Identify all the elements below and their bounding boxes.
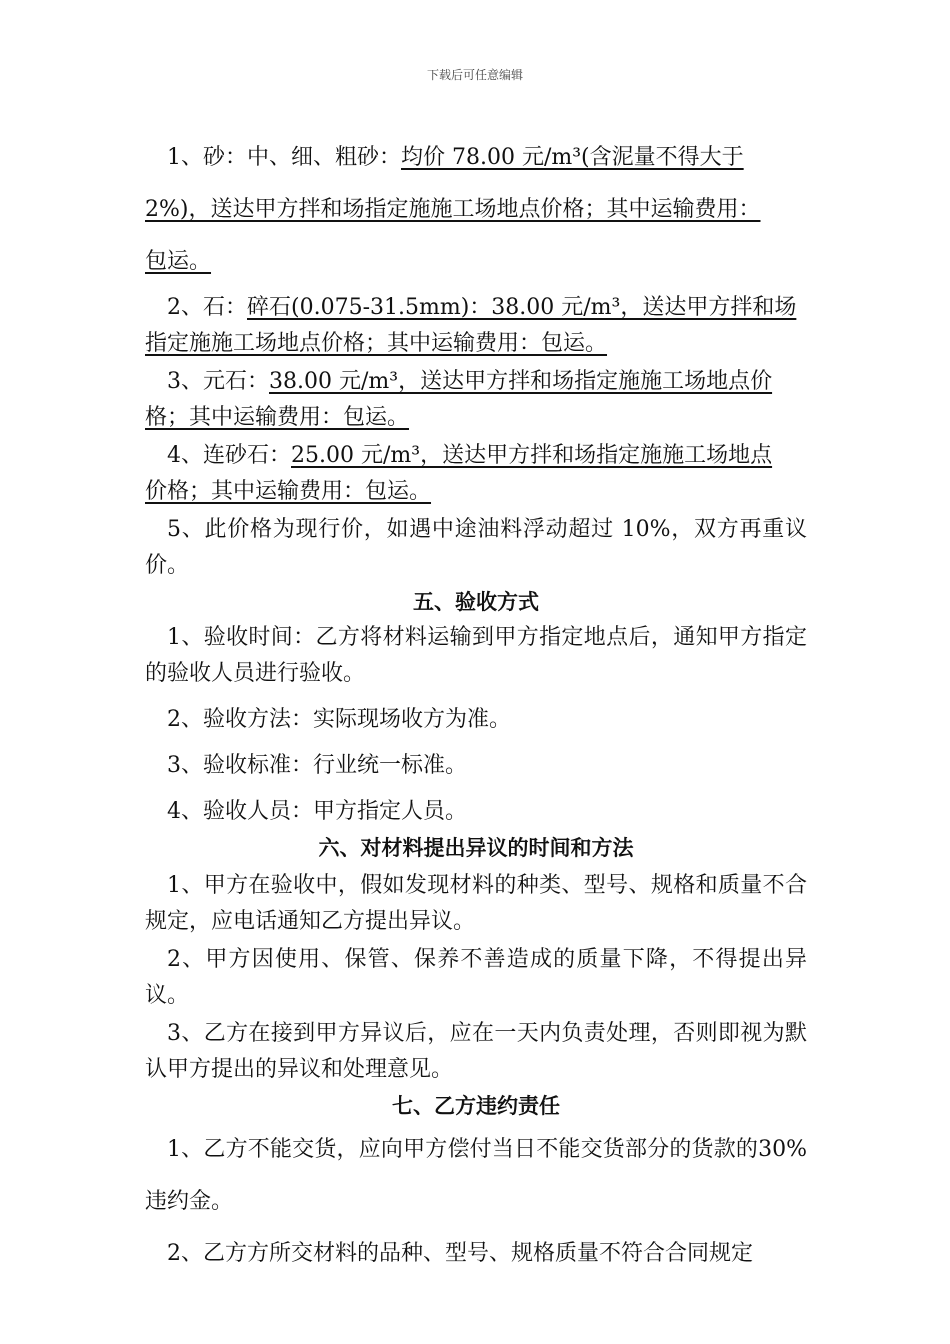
section-6-item-2: 2、甲方因使用、保管、保养不善造成的质量下降，不得提出异议。 — [145, 947, 807, 1008]
price-item-rubble — [145, 364, 807, 436]
gravel-price: 25.00 元/m³，送达甲方拌和场指定施施工场地点 — [291, 443, 773, 468]
price-note: 5、此价格为现行价，如遇中途油料浮动超过 10%，双方再重议价。 — [145, 517, 807, 578]
section-7-item-1: 1、乙方不能交货，应向甲方偿付当日不能交货部分的货款的30%违约金。 — [145, 1137, 807, 1214]
section-5-item-1: 1、验收时间：乙方将材料运输到甲方指定地点后，通知甲方指定的验收人员进行验收。 — [145, 625, 807, 686]
section-6-item-1: 1、甲方在验收中，假如发现材料的种类、型号、规格和质量不合规定，应电话通知乙方提出异议。 — [145, 873, 807, 934]
stone-label: 2、石： — [167, 295, 247, 320]
price-item-gravel — [145, 438, 807, 510]
gravel-label: 4、连砂石： — [167, 443, 291, 468]
stone-delivery: 指定施施工场地点价格；其中运输费用：包运。 — [145, 331, 608, 356]
document-body — [145, 132, 807, 1280]
sand-delivery: 2%)，送达甲方拌和场指定施施工场地点价格；其中运输费用： — [145, 197, 761, 222]
header-note: 下载后可任意编辑 — [426, 68, 523, 82]
sand-price: 均价 78.00 元/m³(含泥量不得大于 — [401, 145, 744, 170]
price-item-stone — [145, 290, 807, 362]
sand-label: 1、砂：中、细、粗砂： — [167, 145, 401, 170]
section-7-title: 七、乙方违约责任 — [392, 1094, 560, 1118]
rubble-price: 38.00 元/m³，送达甲方拌和场指定施施工场地点价 — [269, 369, 773, 394]
section-5-item-4: 4、验收人员：甲方指定人员。 — [167, 799, 467, 824]
rubble-delivery: 格；其中运输费用：包运。 — [145, 405, 410, 430]
section-6-title: 六、对材料提出异议的时间和方法 — [318, 836, 634, 860]
section-5-title: 五、验收方式 — [413, 590, 539, 614]
section-7-item-2: 2、乙方方所交材料的品种、型号、规格质量不符合合同规定 — [167, 1241, 753, 1266]
sand-transport: 包运。 — [145, 249, 212, 274]
section-6-item-3: 3、乙方在接到甲方异议后，应在一天内负责处理，否则即视为默认甲方提出的异议和处理意见。 — [145, 1021, 807, 1082]
section-5-item-2: 2、验收方法：实际现场收方为准。 — [167, 707, 511, 732]
section-5-item-3: 3、验收标准：行业统一标准。 — [167, 753, 467, 778]
price-item-sand — [145, 132, 807, 288]
stone-price: 碎石(0.075-31.5mm)：38.00 元/m³，送达甲方拌和场 — [247, 295, 797, 320]
gravel-delivery: 价格；其中运输费用：包运。 — [145, 479, 432, 504]
rubble-label: 3、元石： — [167, 369, 269, 394]
